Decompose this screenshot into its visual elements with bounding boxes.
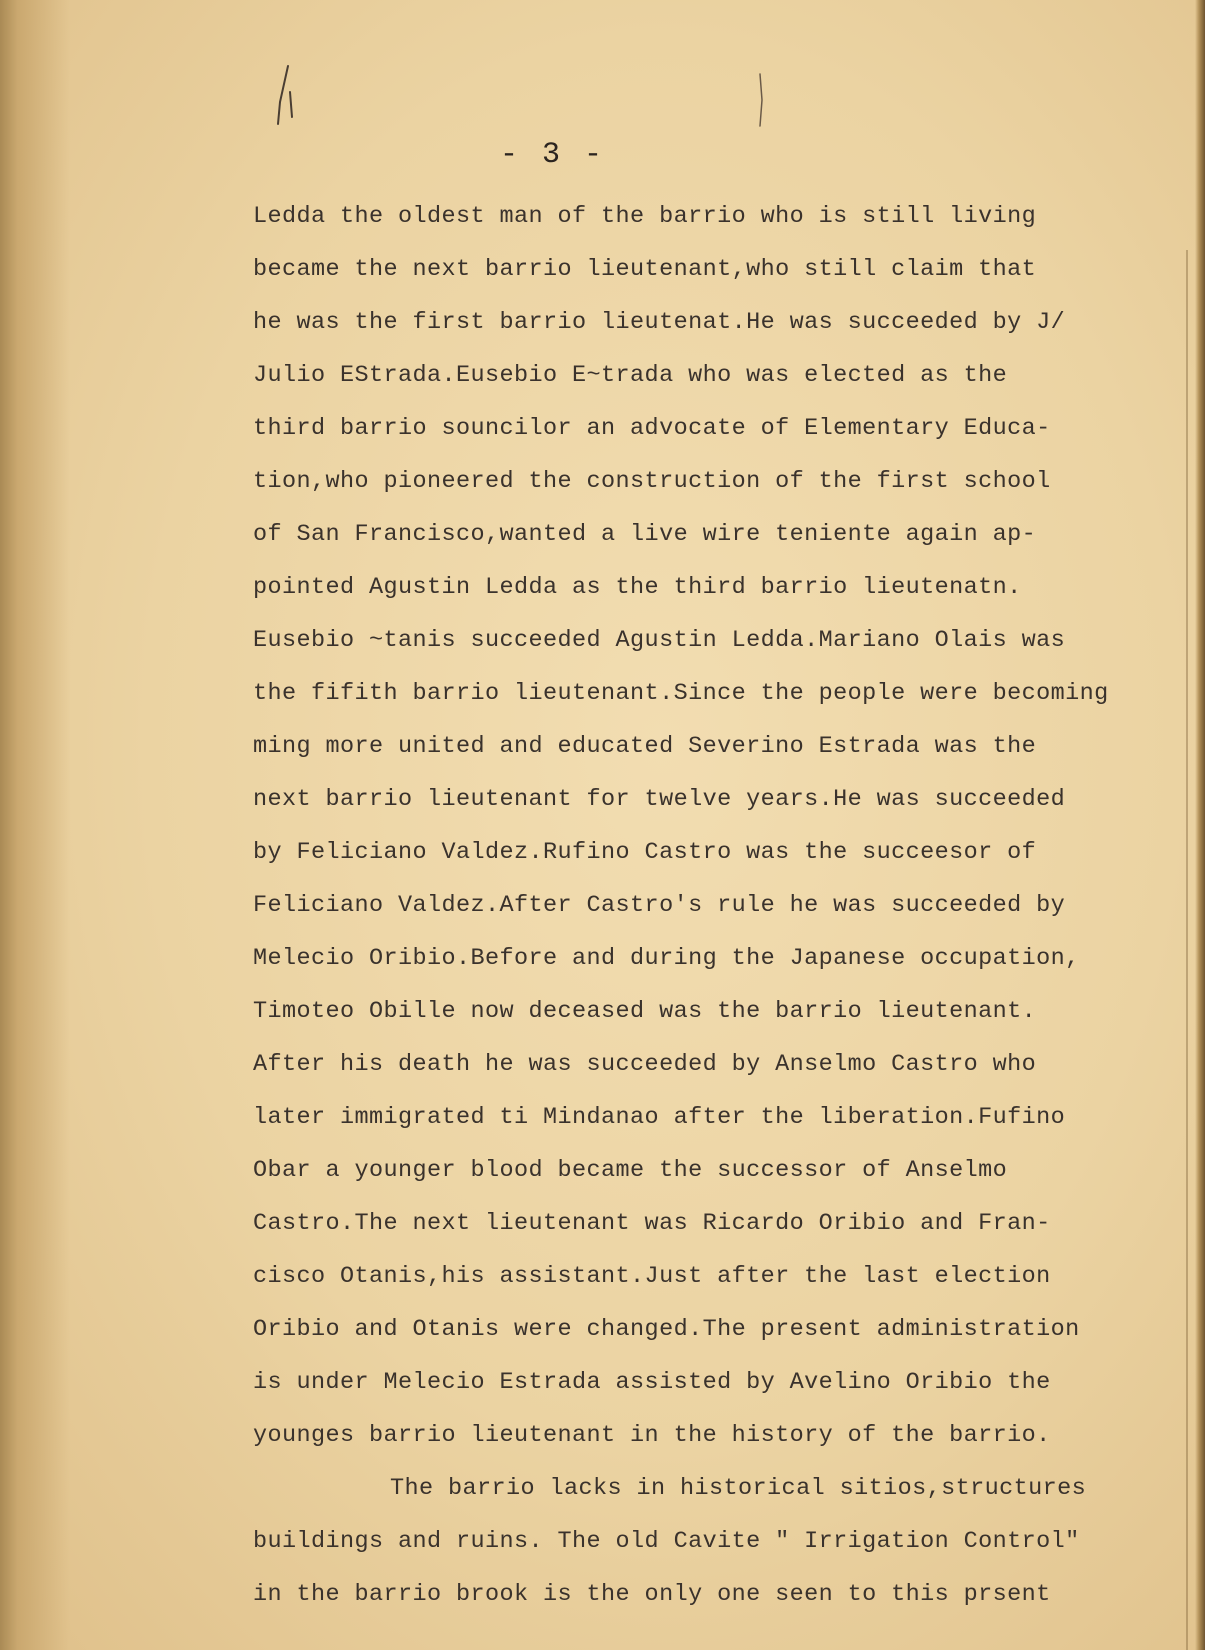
text-line: Castro.The next lieutenant was Ricardo Oribio and Fran- xyxy=(253,1210,1051,1237)
text-line: later immigrated ti Mindanao after the liberation.Fufino xyxy=(253,1104,1066,1131)
page-number: - 3 - xyxy=(500,138,606,172)
text-line: tion,who pioneered the construction of the first school xyxy=(253,468,1051,495)
typed-text-body xyxy=(253,190,1183,1621)
text-line: the fifith barrio lieutenant.Since the people were becoming xyxy=(253,680,1109,707)
page-edge-line xyxy=(1186,250,1188,1650)
text-line: he was the first barrio lieutenat.He was succeeded by J/ xyxy=(253,309,1066,336)
text-line: by Feliciano Valdez.Rufino Castro was the succeesor of xyxy=(253,839,1037,866)
text-line: third barrio souncilor an advocate of Elementary Educa- xyxy=(253,415,1051,442)
text-line: ming more united and educated Severino Estrada was the xyxy=(253,733,1037,760)
text-line: buildings and ruins. The old Cavite " Irrigation Control" xyxy=(253,1528,1080,1555)
text-line: in the barrio brook is the only one seen to this prsent xyxy=(253,1581,1051,1608)
text-line: younges barrio lieutenant in the history of the barrio. xyxy=(253,1422,1051,1449)
text-line: Melecio Oribio.Before and during the Japanese occupation, xyxy=(253,945,1080,972)
text-line: next barrio lieutenant for twelve years.He was succeeded xyxy=(253,786,1066,813)
paragraph-first-line: The barrio lacks in historical sitios,structures xyxy=(390,1475,1087,1502)
text-line: cisco Otanis,his assistant.Just after the last election xyxy=(253,1263,1051,1290)
page-right-edge xyxy=(1195,0,1205,1650)
text-line: Julio EStrada.Eusebio E~trada who was elected as the xyxy=(253,362,1008,389)
pencil-tick-icon xyxy=(756,70,768,130)
binding-shadow xyxy=(0,0,70,1650)
text-line: Ledda the oldest man of the barrio who is still living xyxy=(253,203,1037,230)
text-line: Obar a younger blood became the successor of Anselmo xyxy=(253,1157,1008,1184)
text-line: pointed Agustin Ledda as the third barrio lieutenatn. xyxy=(253,574,1022,601)
text-line: Timoteo Obille now deceased was the barrio lieutenant. xyxy=(253,998,1037,1025)
text-line: After his death he was succeeded by Anselmo Castro who xyxy=(253,1051,1037,1078)
text-line: Eusebio ~tanis succeeded Agustin Ledda.Mariano Olais was xyxy=(253,627,1066,654)
text-line: Feliciano Valdez.After Castro's rule he was succeeded by xyxy=(253,892,1066,919)
pencil-mark-icon xyxy=(270,62,300,132)
text-line: is under Melecio Estrada assisted by Avelino Oribio the xyxy=(253,1369,1051,1396)
text-line: became the next barrio lieutenant,who still claim that xyxy=(253,256,1037,283)
text-line: Oribio and Otanis were changed.The present administration xyxy=(253,1316,1080,1343)
text-line: of San Francisco,wanted a live wire teniente again ap- xyxy=(253,521,1037,548)
